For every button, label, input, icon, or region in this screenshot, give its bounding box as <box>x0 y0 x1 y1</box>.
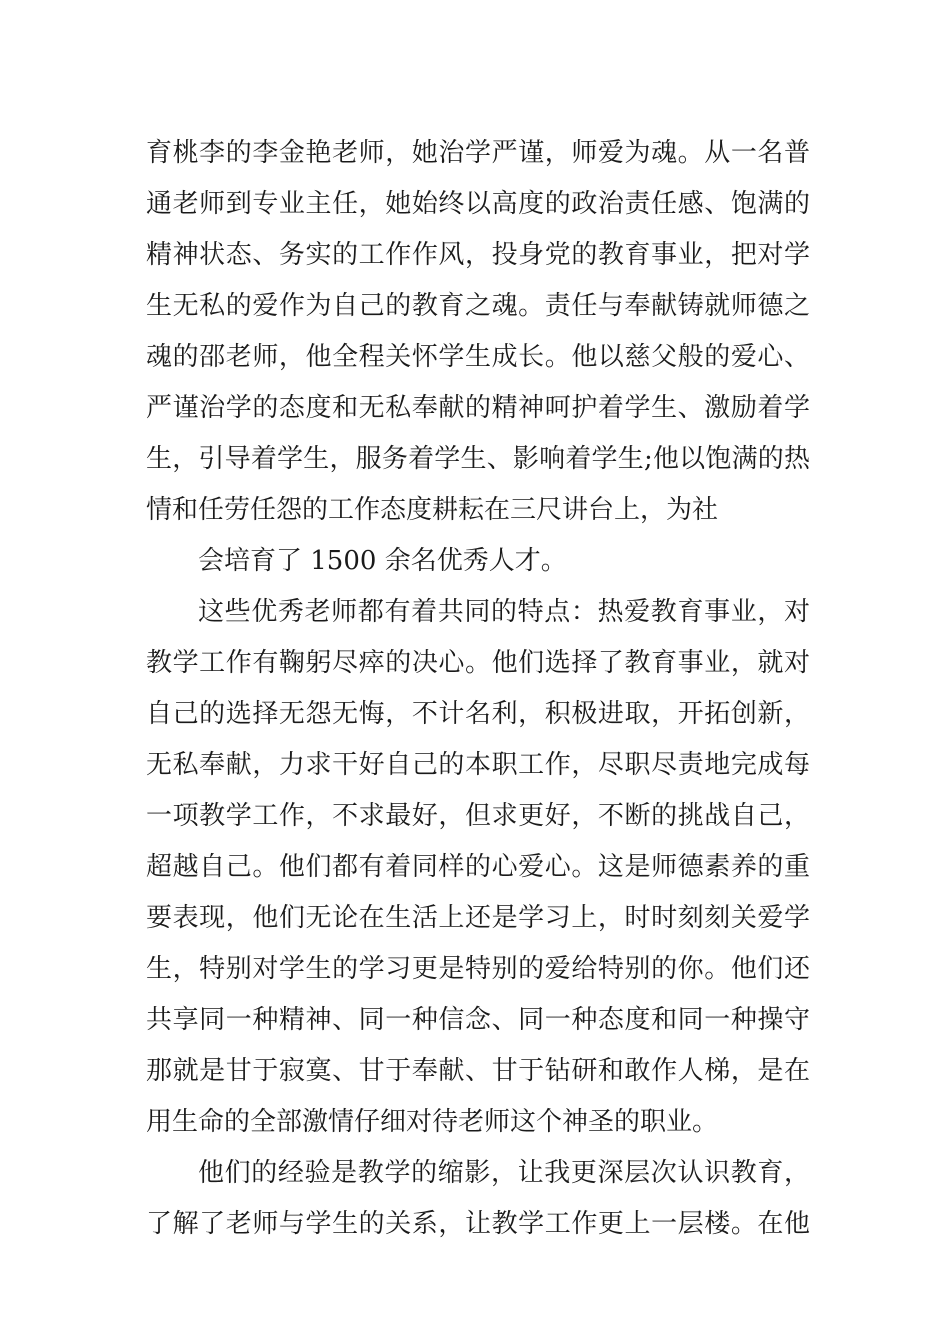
text-line: 会培育了 1500 余名优秀人才。 <box>198 546 567 576</box>
text-line: 生，特别对学生的学习更是特别的爱给特别的你。他们还 <box>146 954 810 984</box>
paragraph-start-line: 他们的经验是教学的缩影，让我更深层次认识教育， <box>198 1158 810 1188</box>
text-line: 严谨治学的态度和无私奉献的精神呵护着学生、激励着学 <box>146 393 810 423</box>
text-line: 教学工作有鞠躬尽瘁的决心。他们选择了教育事业，就对 <box>146 648 810 678</box>
paragraph-start-line: 这些优秀老师都有着共同的特点：热爱教育事业，对 <box>198 597 810 627</box>
text-line: 那就是甘于寂寞、甘于奉献、甘于钻研和敢作人梯，是在 <box>146 1056 810 1086</box>
text-line: 超越自己。他们都有着同样的心爱心。这是师德素养的重 <box>146 852 810 882</box>
text-line: 育桃李的李金艳老师，她治学严谨，师爱为魂。从一名普 <box>146 138 810 168</box>
body-text <box>146 128 810 1250</box>
text-line: 精神状态、务实的工作作风，投身党的教育事业，把对学 <box>146 240 810 270</box>
text-line: 一项教学工作，不求最好，但求更好，不断的挑战自己， <box>146 801 810 831</box>
text-line: 共享同一种精神、同一种信念、同一种态度和同一种操守 <box>146 1005 810 1035</box>
text-line: 通老师到专业主任，她始终以高度的政治责任感、饱满的 <box>146 189 810 219</box>
text-line: 生无私的爱作为自己的教育之魂。责任与奉献铸就师德之 <box>146 291 810 321</box>
text-line: 了解了老师与学生的关系，让教学工作更上一层楼。在他 <box>146 1209 810 1239</box>
text-line: 生，引导着学生，服务着学生、影响着学生;他以饱满的热 <box>146 444 810 474</box>
text-line: 自己的选择无怨无悔，不计名利，积极进取，开拓创新， <box>146 699 810 729</box>
text-line: 用生命的全部激情仔细对待老师这个神圣的职业。 <box>146 1107 719 1137</box>
text-line: 魂的邵老师，他全程关怀学生成长。他以慈父般的爱心、 <box>146 342 810 372</box>
text-line: 情和任劳任怨的工作态度耕耘在三尺讲台上，为社 <box>146 495 719 525</box>
text-line: 无私奉献，力求干好自己的本职工作，尽职尽责地完成每 <box>146 750 810 780</box>
text-line: 要表现，他们无论在生活上还是学习上，时时刻刻关爱学 <box>146 903 810 933</box>
